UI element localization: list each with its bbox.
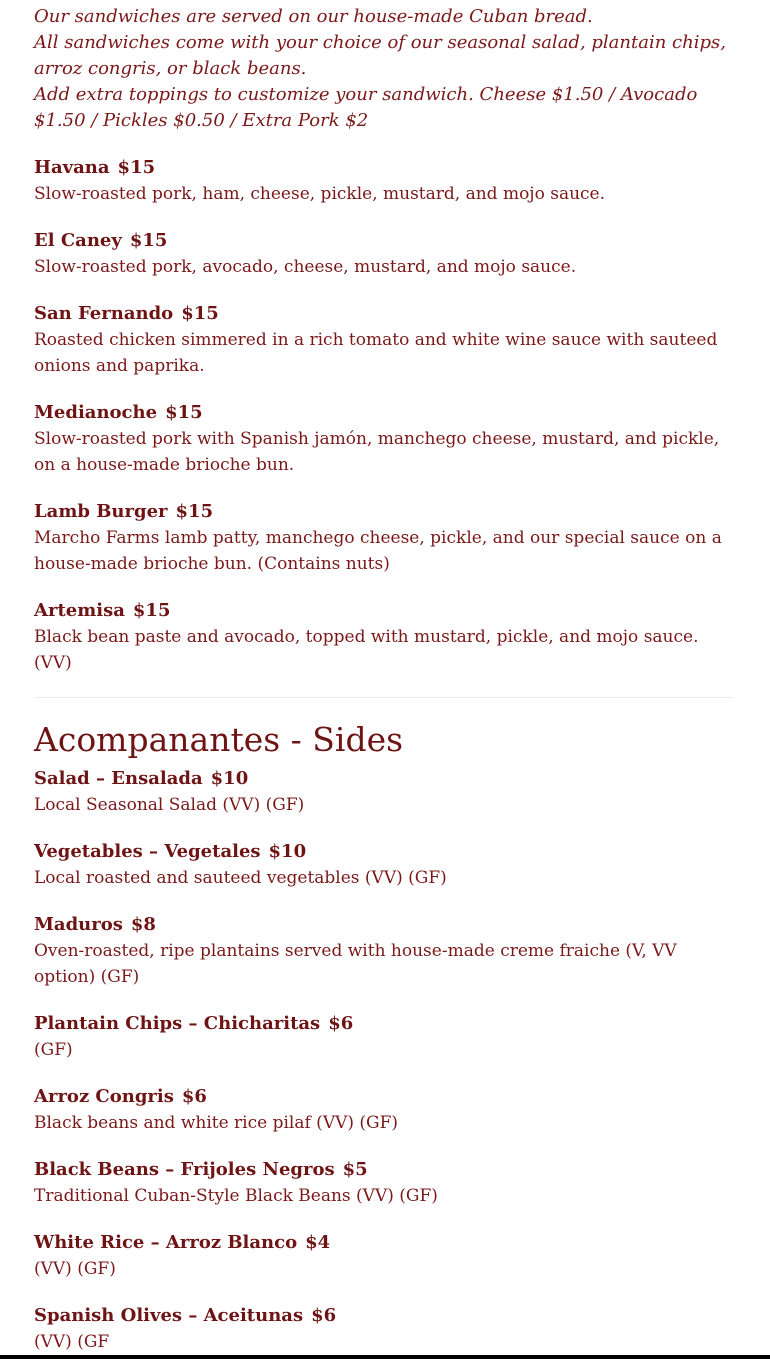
- menu-item-name: Salad – Ensalada: [34, 768, 203, 789]
- menu-item-price: $15: [181, 303, 219, 324]
- menu-item-name: White Rice – Arroz Blanco: [34, 1232, 298, 1253]
- menu-item-name: Medianoche: [34, 402, 158, 423]
- menu-item: [34, 1011, 734, 1063]
- menu-item-price: $6: [311, 1305, 337, 1326]
- menu-item-price: $10: [268, 841, 307, 862]
- menu-item-name: San Fernando: [34, 303, 174, 324]
- menu-item-description: Traditional Cuban-Style Black Beans (VV) (GF): [34, 1186, 438, 1206]
- menu-item-title: [34, 766, 734, 792]
- menu-item-title: [34, 912, 734, 938]
- intro-line: Add extra toppings to customize your sandwich. Cheese $1.50 / Avocado $1.50 / Pickles $0.50 / Extra Pork $2: [34, 84, 698, 131]
- menu-item-title: [34, 301, 734, 327]
- menu-item-title: [34, 1157, 734, 1183]
- section-title-sides: Acompanantes - Sides: [34, 720, 404, 759]
- menu-item-price: $8: [130, 914, 156, 935]
- menu-item-description: Roasted chicken simmered in a rich tomato and white wine sauce with sauteed onions and paprika.: [34, 330, 718, 376]
- menu-item-name: Plantain Chips – Chicharitas: [34, 1013, 321, 1034]
- menu-item-title: [34, 1084, 734, 1110]
- sandwich-list: [34, 134, 734, 676]
- menu-item-title: [34, 400, 734, 426]
- menu-item-price: $10: [210, 768, 249, 789]
- menu-item-description: Slow-roasted pork, ham, cheese, pickle, mustard, and mojo sauce.: [34, 184, 606, 204]
- menu-item-description: (GF): [34, 1040, 73, 1060]
- menu-item-price: $6: [181, 1086, 207, 1107]
- section-divider: [34, 697, 734, 698]
- menu-item-price: $4: [305, 1232, 331, 1253]
- menu-item-name: Vegetables – Vegetales: [34, 841, 261, 862]
- menu-item: [34, 1084, 734, 1136]
- intro-line: Our sandwiches are served on our house-made Cuban bread.: [34, 6, 593, 27]
- menu-item-name: Artemisa: [34, 600, 125, 621]
- menu-item-title: [34, 1303, 734, 1329]
- menu-item-name: El Caney: [34, 230, 122, 251]
- sides-list: [34, 766, 734, 1355]
- menu-item-description: Oven-roasted, ripe plantains served with house-made creme fraiche (V, VV option) (GF): [34, 941, 677, 987]
- menu-item-title: [34, 598, 734, 624]
- menu-item-title: [34, 228, 734, 254]
- menu-item-name: Arroz Congris: [34, 1086, 174, 1107]
- menu-item-description: Slow-roasted pork with Spanish jamón, manchego cheese, mustard, and pickle, on a house-made brioche bun.: [34, 429, 720, 475]
- menu-item: [34, 1303, 734, 1355]
- menu-item: [34, 1230, 734, 1282]
- menu-item-name: Havana: [34, 157, 110, 178]
- menu-item-price: $15: [117, 157, 156, 178]
- menu-item-name: Black Beans – Frijoles Negros: [34, 1159, 335, 1180]
- menu-item-price: $15: [175, 501, 214, 522]
- menu-item-price: $15: [129, 230, 168, 251]
- menu-item: [34, 301, 734, 379]
- menu-item-title: [34, 1011, 734, 1037]
- menu-item-title: [34, 839, 734, 865]
- menu-item-name: Lamb Burger: [34, 501, 168, 522]
- menu-item: [34, 839, 734, 891]
- menu-item-price: $5: [342, 1159, 368, 1180]
- menu-item-title: [34, 1230, 734, 1256]
- bottom-edge-bar: [0, 1355, 770, 1359]
- menu-item-price: $15: [165, 402, 203, 423]
- menu-item-description: Black bean paste and avocado, topped with mustard, pickle, and mojo sauce. (VV): [34, 627, 699, 673]
- menu-item-description: Marcho Farms lamb patty, manchego cheese, pickle, and our special sauce on a house-made brioche bun. (Contains nuts): [34, 528, 722, 574]
- menu-item: [34, 912, 734, 990]
- menu-item-title: [34, 499, 734, 525]
- menu-item-price: $6: [328, 1013, 354, 1034]
- menu-page: [34, 4, 734, 1355]
- intro-line: All sandwiches come with your choice of our seasonal salad, plantain chips, arroz congris, or black beans.: [34, 32, 726, 79]
- menu-item-description: Black beans and white rice pilaf (VV) (GF): [34, 1113, 399, 1133]
- menu-item: [34, 400, 734, 478]
- menu-item-price: $15: [132, 600, 171, 621]
- menu-item: [34, 598, 734, 676]
- sandwich-intro: [34, 4, 734, 134]
- menu-item-name: Maduros: [34, 914, 123, 935]
- menu-item: [34, 228, 734, 280]
- menu-item-description: Local Seasonal Salad (VV) (GF): [34, 795, 305, 815]
- menu-item-name: Spanish Olives – Aceitunas: [34, 1305, 304, 1326]
- menu-item: [34, 499, 734, 577]
- menu-item-description: Slow-roasted pork, avocado, cheese, mustard, and mojo sauce.: [34, 257, 577, 277]
- menu-item-description: (VV) (GF: [34, 1332, 110, 1352]
- menu-item: [34, 155, 734, 207]
- menu-item-title: [34, 155, 734, 181]
- menu-item-description: (VV) (GF): [34, 1259, 116, 1279]
- menu-item-description: Local roasted and sauteed vegetables (VV) (GF): [34, 868, 447, 888]
- menu-item: [34, 766, 734, 818]
- menu-item: [34, 1157, 734, 1209]
